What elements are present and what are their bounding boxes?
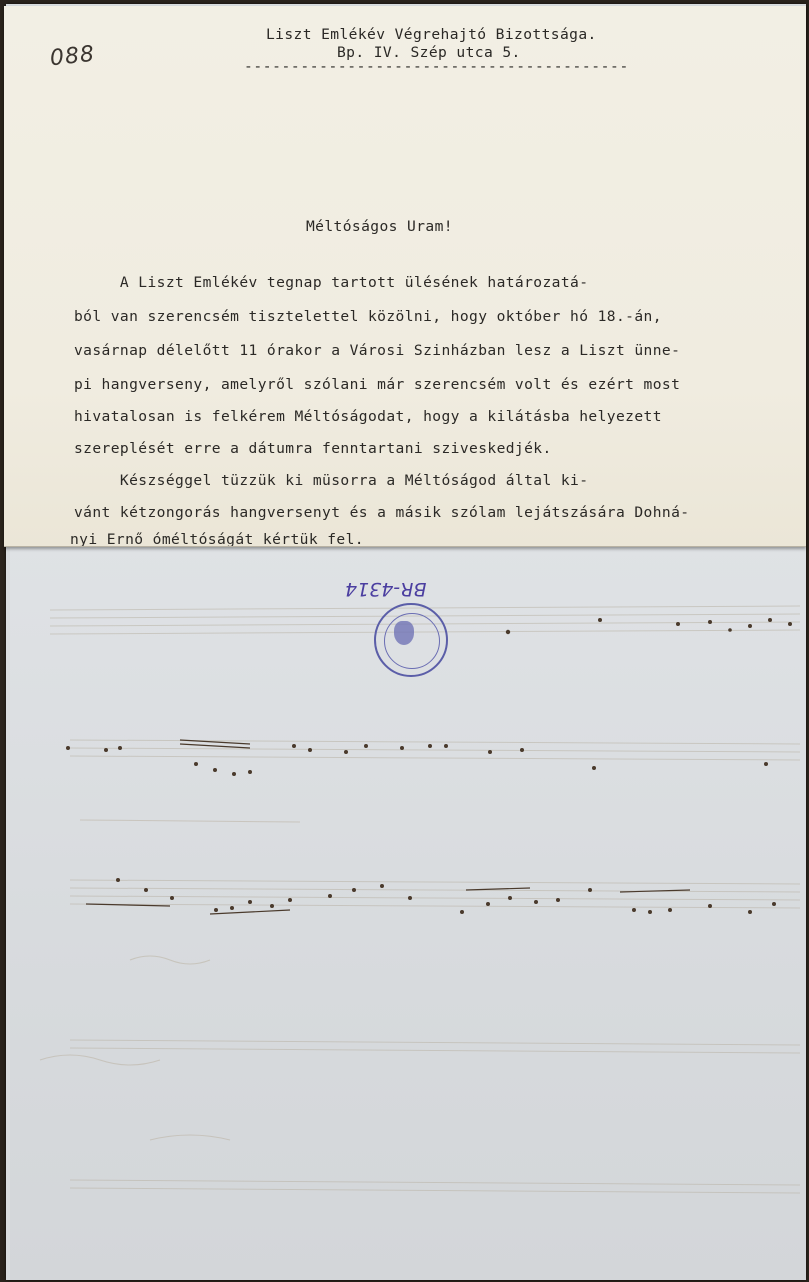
crest-icon [394, 621, 414, 645]
library-stamp [374, 603, 448, 677]
body-line: pi hangverseny, amelyről szólani már szerencsém volt és ezért most [74, 376, 681, 393]
archive-number: 088 [48, 41, 97, 72]
letterhead-organization: Liszt Emlékév Végrehajtó Bizottsága. [266, 26, 597, 43]
body-line: A Liszt Emlékév tegnap tartott ülésének határozatá- [74, 274, 589, 291]
letter-sheet [4, 6, 806, 547]
body-line: hivatalosan is felkérem Méltóságodat, hogy a kilátásba helyezett [74, 408, 662, 425]
call-number: BR-4314 [345, 578, 427, 600]
body-line: vasárnap délelőtt 11 órakor a Városi Szinházban lesz a Liszt ünne- [74, 342, 681, 359]
letterhead-rule: ----------------------------------------- [244, 58, 629, 75]
salutation: Méltóságos Uram! [306, 218, 453, 235]
body-line: Készséggel tüzzük ki müsorra a Méltóságod által ki- [74, 472, 589, 489]
body-line: vánt kétzongorás hangversenyt és a másik szólam lejátszására Dohná- [74, 504, 690, 521]
stamp-ring [384, 613, 440, 669]
body-line: ból van szerencsém tisztelettel közölni, hogy október hó 18.-án, [74, 308, 662, 325]
letterhead-address: Bp. IV. Szép utca 5. [337, 44, 521, 61]
cut-off-line [70, 532, 770, 546]
body-line: szereplését erre a dátumra fenntartani sziveskedjék. [74, 440, 552, 457]
cut-off-text: nyi Ernő óméltóságát kértük fel. [70, 532, 364, 546]
